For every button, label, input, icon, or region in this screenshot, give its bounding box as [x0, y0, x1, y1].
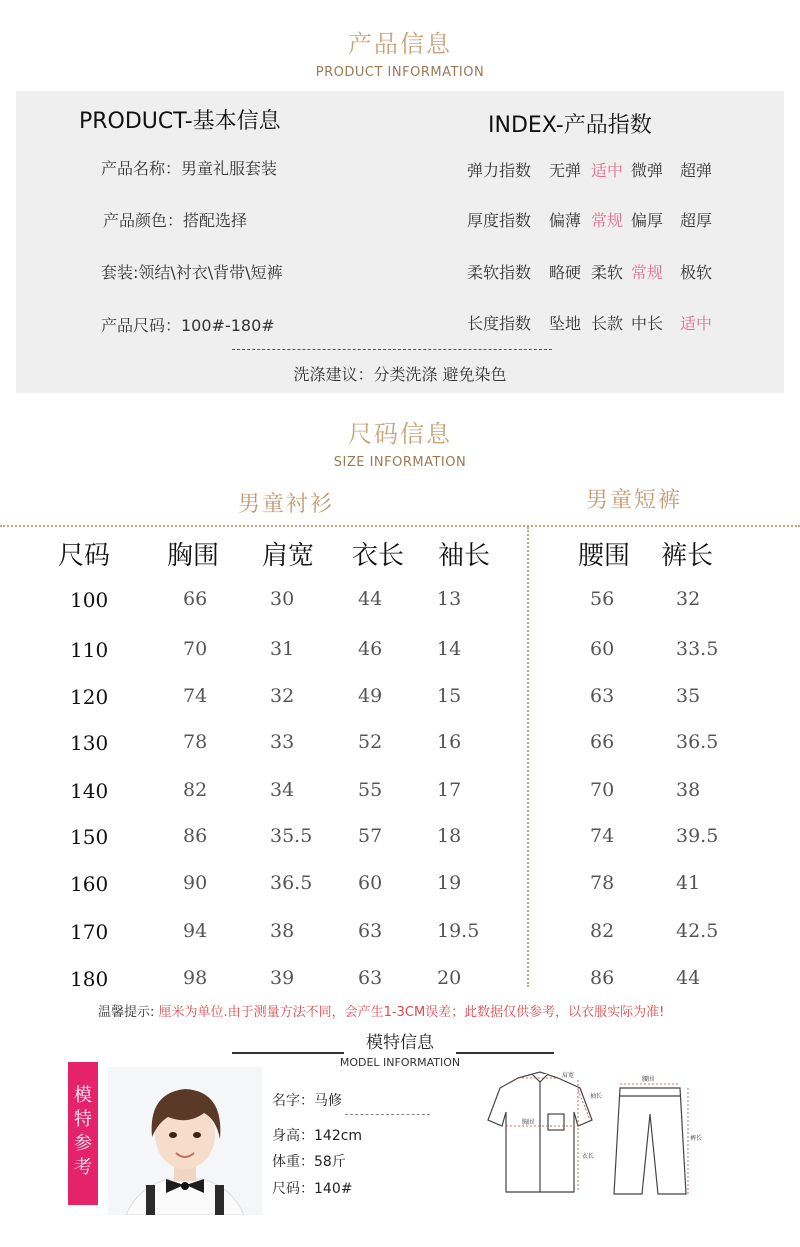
table-top-divider — [0, 525, 800, 527]
index-title: INDEX-产品指数 — [488, 113, 652, 138]
cell-shirt-length: 63 — [358, 920, 383, 942]
index-option-active: 常规 — [631, 263, 664, 282]
cell-shoulder: 35.5 — [270, 825, 313, 847]
cell-shoulder: 34 — [270, 779, 295, 801]
model-height: 身高：142cm — [272, 1128, 363, 1144]
cell-pants-length: 41 — [676, 872, 701, 894]
cell-shoulder: 32 — [270, 685, 295, 707]
cell-chest: 74 — [183, 685, 208, 707]
info-size-range: 产品尺码：100#-180# — [101, 316, 275, 335]
cell-sleeve: 19.5 — [437, 920, 480, 942]
tag-char: 考 — [74, 1157, 92, 1178]
model-info-title: 模特信息 — [366, 1033, 434, 1053]
shorts-table-title: 男童短裤 — [586, 488, 683, 513]
cell-shoulder: 30 — [270, 588, 295, 610]
cell-waist: 56 — [590, 588, 615, 610]
index-option: 略硬 — [549, 263, 582, 282]
cell-size: 100 — [70, 588, 109, 612]
cell-chest: 70 — [183, 638, 208, 660]
measurement-tip — [98, 1001, 664, 1020]
diagram-svg — [478, 1068, 718, 1198]
cell-shoulder: 33 — [270, 731, 295, 753]
index-label: 柔软指数 — [467, 263, 532, 282]
table-column-divider — [527, 527, 529, 987]
product-info-subtitle: PRODUCT INFORMATION — [315, 65, 485, 80]
cell-shirt-length: 44 — [358, 588, 383, 610]
index-label: 长度指数 — [467, 314, 532, 333]
cell-pants-length: 39.5 — [676, 825, 719, 847]
cell-size: 180 — [70, 967, 109, 991]
cell-pants-length: 32 — [676, 588, 701, 610]
shirt-shoulder-label: 肩宽 — [562, 1072, 575, 1079]
shirt-table-title: 男童衬衫 — [238, 492, 335, 517]
model-divider-right — [456, 1052, 554, 1054]
cell-sleeve: 17 — [437, 779, 462, 801]
cell-waist: 60 — [590, 638, 615, 660]
cell-shirt-length: 63 — [358, 967, 383, 989]
wash-advice: 洗涤建议：分类洗涤 避免染色 — [293, 365, 507, 384]
index-label: 厚度指数 — [467, 211, 532, 230]
index-option: 超厚 — [680, 211, 713, 230]
cell-chest: 86 — [183, 825, 208, 847]
cell-pants-length: 38 — [676, 779, 701, 801]
cell-chest: 82 — [183, 779, 208, 801]
column-header-shoulder: 肩宽 — [262, 541, 315, 571]
pants-length-label: 裤长 — [690, 1135, 703, 1142]
tip-text: 厘米为单位.由于测量方法不同，会产生1-3CM误差；此数据仅供参考，以衣服实际为准! — [154, 1005, 665, 1020]
cell-chest: 98 — [183, 967, 208, 989]
column-header-shirt-length: 衣长 — [352, 541, 405, 571]
cell-shirt-length: 57 — [358, 825, 383, 847]
cell-pants-length: 35 — [676, 685, 701, 707]
shirt-chest-label: 胸围 — [522, 1119, 535, 1126]
cell-shirt-length: 55 — [358, 779, 383, 801]
info-color: 产品颜色：搭配选择 — [103, 211, 248, 230]
index-option: 坠地 — [549, 314, 582, 333]
tag-char: 特 — [74, 1109, 92, 1130]
size-info-title: 尺码信息 — [348, 420, 452, 448]
size-info-subtitle: SIZE INFORMATION — [333, 455, 467, 470]
index-label: 弹力指数 — [467, 161, 532, 180]
info-name: 产品名称：男童礼服套装 — [101, 159, 278, 178]
cell-shoulder: 36.5 — [270, 872, 313, 894]
model-info-header — [0, 1028, 800, 1069]
cell-chest: 94 — [183, 920, 208, 942]
column-header-sleeve: 袖长 — [438, 541, 491, 571]
cell-shoulder: 38 — [270, 920, 295, 942]
model-weight: 体重：58斤 — [272, 1154, 346, 1170]
basic-info-title: PRODUCT-基本信息 — [79, 109, 281, 134]
panel-divider — [232, 349, 552, 350]
product-info-title: 产品信息 — [348, 30, 452, 58]
cell-shoulder: 31 — [270, 638, 295, 660]
cell-shirt-length: 49 — [358, 685, 383, 707]
model-field-divider — [345, 1114, 430, 1115]
model-size: 尺码：140# — [272, 1181, 353, 1197]
index-option: 超弹 — [680, 161, 713, 180]
index-option-active: 常规 — [591, 211, 624, 230]
column-header-waist: 腰围 — [578, 541, 631, 571]
cell-sleeve: 19 — [437, 872, 462, 894]
cell-size: 140 — [70, 779, 109, 803]
index-option-active: 适中 — [591, 161, 624, 180]
tag-char: 模 — [74, 1085, 92, 1106]
cell-size: 170 — [70, 920, 109, 944]
index-option: 偏厚 — [631, 211, 664, 230]
cell-waist: 82 — [590, 920, 615, 942]
index-option: 柔软 — [591, 263, 624, 282]
cell-sleeve: 14 — [437, 638, 462, 660]
cell-size: 160 — [70, 872, 109, 896]
cell-waist: 63 — [590, 685, 615, 707]
cell-pants-length: 36.5 — [676, 731, 719, 753]
index-option: 微弹 — [631, 161, 664, 180]
cell-waist: 66 — [590, 731, 615, 753]
cell-waist: 86 — [590, 967, 615, 989]
model-reference-tag — [68, 1062, 98, 1205]
product-info-header — [0, 24, 800, 80]
cell-size: 150 — [70, 825, 109, 849]
product-panel — [16, 91, 784, 393]
cell-sleeve: 18 — [437, 825, 462, 847]
model-info-subtitle: MODEL INFORMATION — [339, 1056, 461, 1069]
cell-pants-length: 33.5 — [676, 638, 719, 660]
cell-shirt-length: 46 — [358, 638, 383, 660]
cell-size: 130 — [70, 731, 109, 755]
cell-chest: 90 — [183, 872, 208, 894]
size-info-header — [0, 414, 800, 470]
cell-chest: 66 — [183, 588, 208, 610]
info-set: 套装:领结\衬衣\背带\短裤 — [101, 263, 283, 282]
pants-outline-icon — [614, 1088, 686, 1194]
index-option: 偏薄 — [549, 211, 582, 230]
shirt-length-label: 衣长 — [582, 1153, 595, 1160]
garment-measurement-diagram — [478, 1068, 718, 1198]
cell-sleeve: 15 — [437, 685, 462, 707]
column-header-pants-length: 裤长 — [661, 541, 714, 571]
model-name: 名字：马修 — [272, 1093, 342, 1109]
pants-waist-label: 腰围 — [642, 1076, 655, 1083]
model-divider-left — [232, 1052, 344, 1054]
index-option: 极软 — [680, 263, 713, 282]
cell-shirt-length: 60 — [358, 872, 383, 894]
cell-waist: 78 — [590, 872, 615, 894]
tip-label: 温馨提示: — [98, 1005, 155, 1020]
cell-pants-length: 44 — [676, 967, 701, 989]
index-option: 长款 — [591, 314, 624, 333]
model-photo — [108, 1067, 262, 1215]
index-option-active: 适中 — [680, 314, 713, 333]
cell-waist: 70 — [590, 779, 615, 801]
index-option: 无弹 — [549, 161, 582, 180]
shirt-outline-icon — [488, 1072, 595, 1192]
cell-size: 120 — [70, 685, 109, 709]
cell-sleeve: 16 — [437, 731, 462, 753]
cell-shirt-length: 52 — [358, 731, 383, 753]
cell-waist: 74 — [590, 825, 615, 847]
cell-pants-length: 42.5 — [676, 920, 719, 942]
cell-sleeve: 20 — [437, 967, 462, 989]
cell-shoulder: 39 — [270, 967, 295, 989]
cell-size: 110 — [70, 638, 109, 662]
column-header-chest: 胸围 — [167, 541, 220, 571]
column-header-size: 尺码 — [58, 541, 111, 571]
tag-char: 参 — [74, 1133, 92, 1154]
cell-sleeve: 13 — [437, 588, 462, 610]
index-option: 中长 — [631, 314, 664, 333]
shirt-sleeve-label: 袖长 — [590, 1093, 603, 1100]
cell-chest: 78 — [183, 731, 208, 753]
